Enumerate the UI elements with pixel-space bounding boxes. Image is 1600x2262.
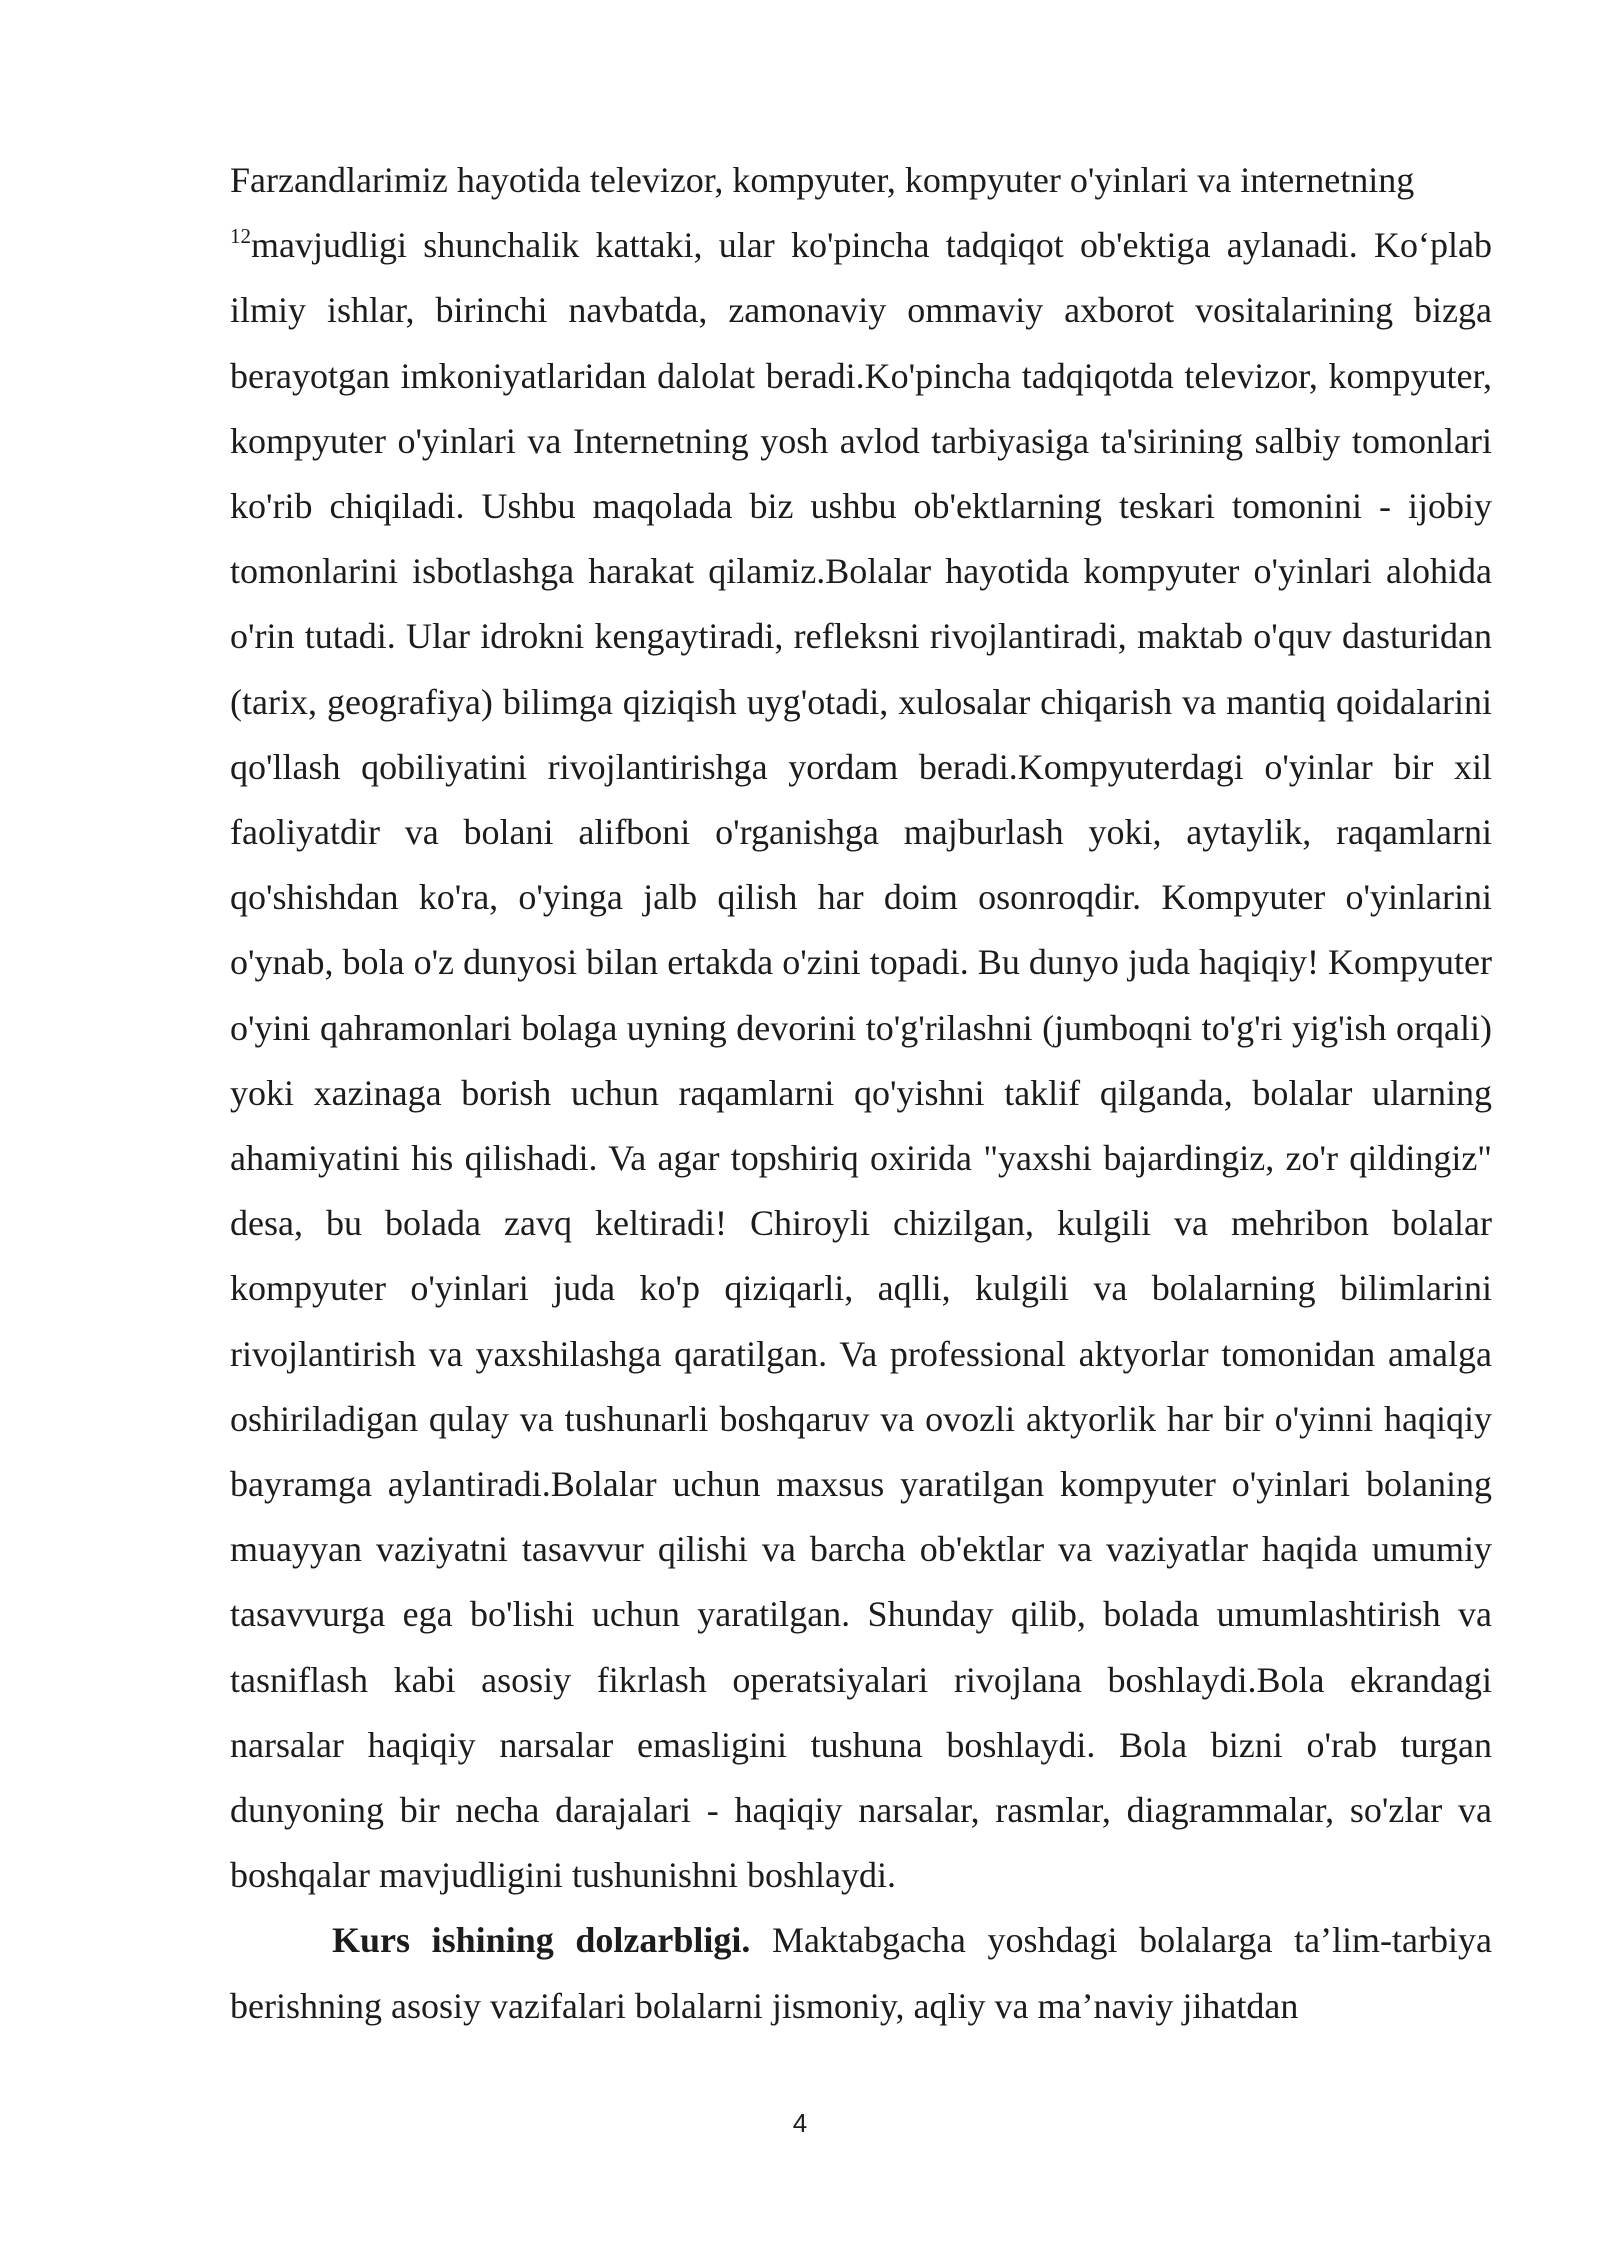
footnote-reference[interactable]: 12 xyxy=(230,224,251,249)
paragraph-text: Maktabgacha yoshdagi bolalarga ta’lim-tarbiya berishning asosiy vazifalari bolalarni jismoniy, aqliy va ma’naviy jihatdan xyxy=(230,1920,1492,2026)
paragraph-text: mavjudligi shunchalik kattaki, ular ko'pincha tadqiqot ob'ektiga aylanadi. Ko‘plab ilmiy ishlar, birinchi navbatda, zamonaviy ommaviy axborot vositalarining bizga berayotgan imkoniyatlaridan dalolat beradi.Ko'pincha tadqiqotda televizor, kompyuter, kompyuter o'yinlari va Internetning yosh avlod tarbiyasiga ta'sirining salbiy tomonlari ko'rib chiqiladi. Ushbu maqolada biz ushbu ob'ektlarning teskari tomonini - ijobiy tomonlarini isbotlashga harakat qilamiz.Bolalar hayotida kompyuter o'yinlari alohida o'rin tutadi. Ular idrokni kengaytiradi, refleksni rivojlantiradi, maktab o'quv dasturidan (tarix, geografiya) bilimga qiziqish uyg'otadi, xulosalar chiqarish va mantiq qoidalarini qo'llash qobiliyatini rivojlantirishga yordam beradi.Kompyuterdagi o'yinlar bir xil faoliyatdir va bolani alifboni o'rganishga majburlash yoki, aytaylik, raqamlarni qo'shishdan ko'ra, o'yinga jalb qilish har doim osonroqdir. Kompyuter o'yinlarini o'ynab, bola o'z dunyosi bilan ertakda o'zini topadi. Bu dunyo juda haqiqiy! Kompyuter o'yini qahramonlari bolaga uyning devorini to'g'rilashni (jumboqni to'g'ri yig'ish orqali) yoki xazinaga borish uchun raqamlarni qo'yishni taklif qilganda, bolalar ularning ahamiyatini his qilishadi. Va agar topshiriq oxirida "yaxshi bajardingiz, zo'r qildingiz" desa, bu bolada zavq keltiradi! Chiroyli chizilgan, kulgili va mehribon bolalar kompyuter o'yinlari juda ko'p qiziqarli, aqlli, kulgili va bolalarning bilimlarini rivojlantirish va yaxshilashga qaratilgan. Va professional aktyorlar tomonidan amalga oshiriladigan qulay va tushunarli boshqaruv va ovozli aktyorlik har bir o'yinni haqiqiy bayramga aylantiradi.Bolalar uchun maxsus yaratilgan kompyuter o'yinlari bolaning muayyan vaziyatni tasavvur qilishi va barcha ob'ektlar va vaziyatlar haqida umumiy tasavvurga ega bo'lishi uchun yaratilgan. Shunday qilib, bolada umumlashtirish va tasniflash kabi asosiy fikrlash operatsiyalari rivojlana boshlaydi.Bola ekrandagi narsalar haqiqiy narsalar emasligini tushuna boshlaydi. Bola bizni o'rab turgan dunyoning bir necha darajalari - haqiqiy narsalar, rasmlar, diagrammalar, so'zlar va boshqalar mavjudligini tushunishni boshlaydi. xyxy=(230,225,1492,1896)
paragraph-relevance xyxy=(230,1908,1492,2038)
section-heading-inline: Kurs ishining dolzarbligi. xyxy=(332,1920,751,1961)
paragraph-first-line: Farzandlarimiz hayotida televizor, kompyuter, kompyuter o'yinlari va internetning xyxy=(230,160,1415,200)
document-body xyxy=(230,148,1492,2039)
page-number: 4 xyxy=(792,2108,808,2138)
paragraph-intro xyxy=(230,148,1492,1908)
